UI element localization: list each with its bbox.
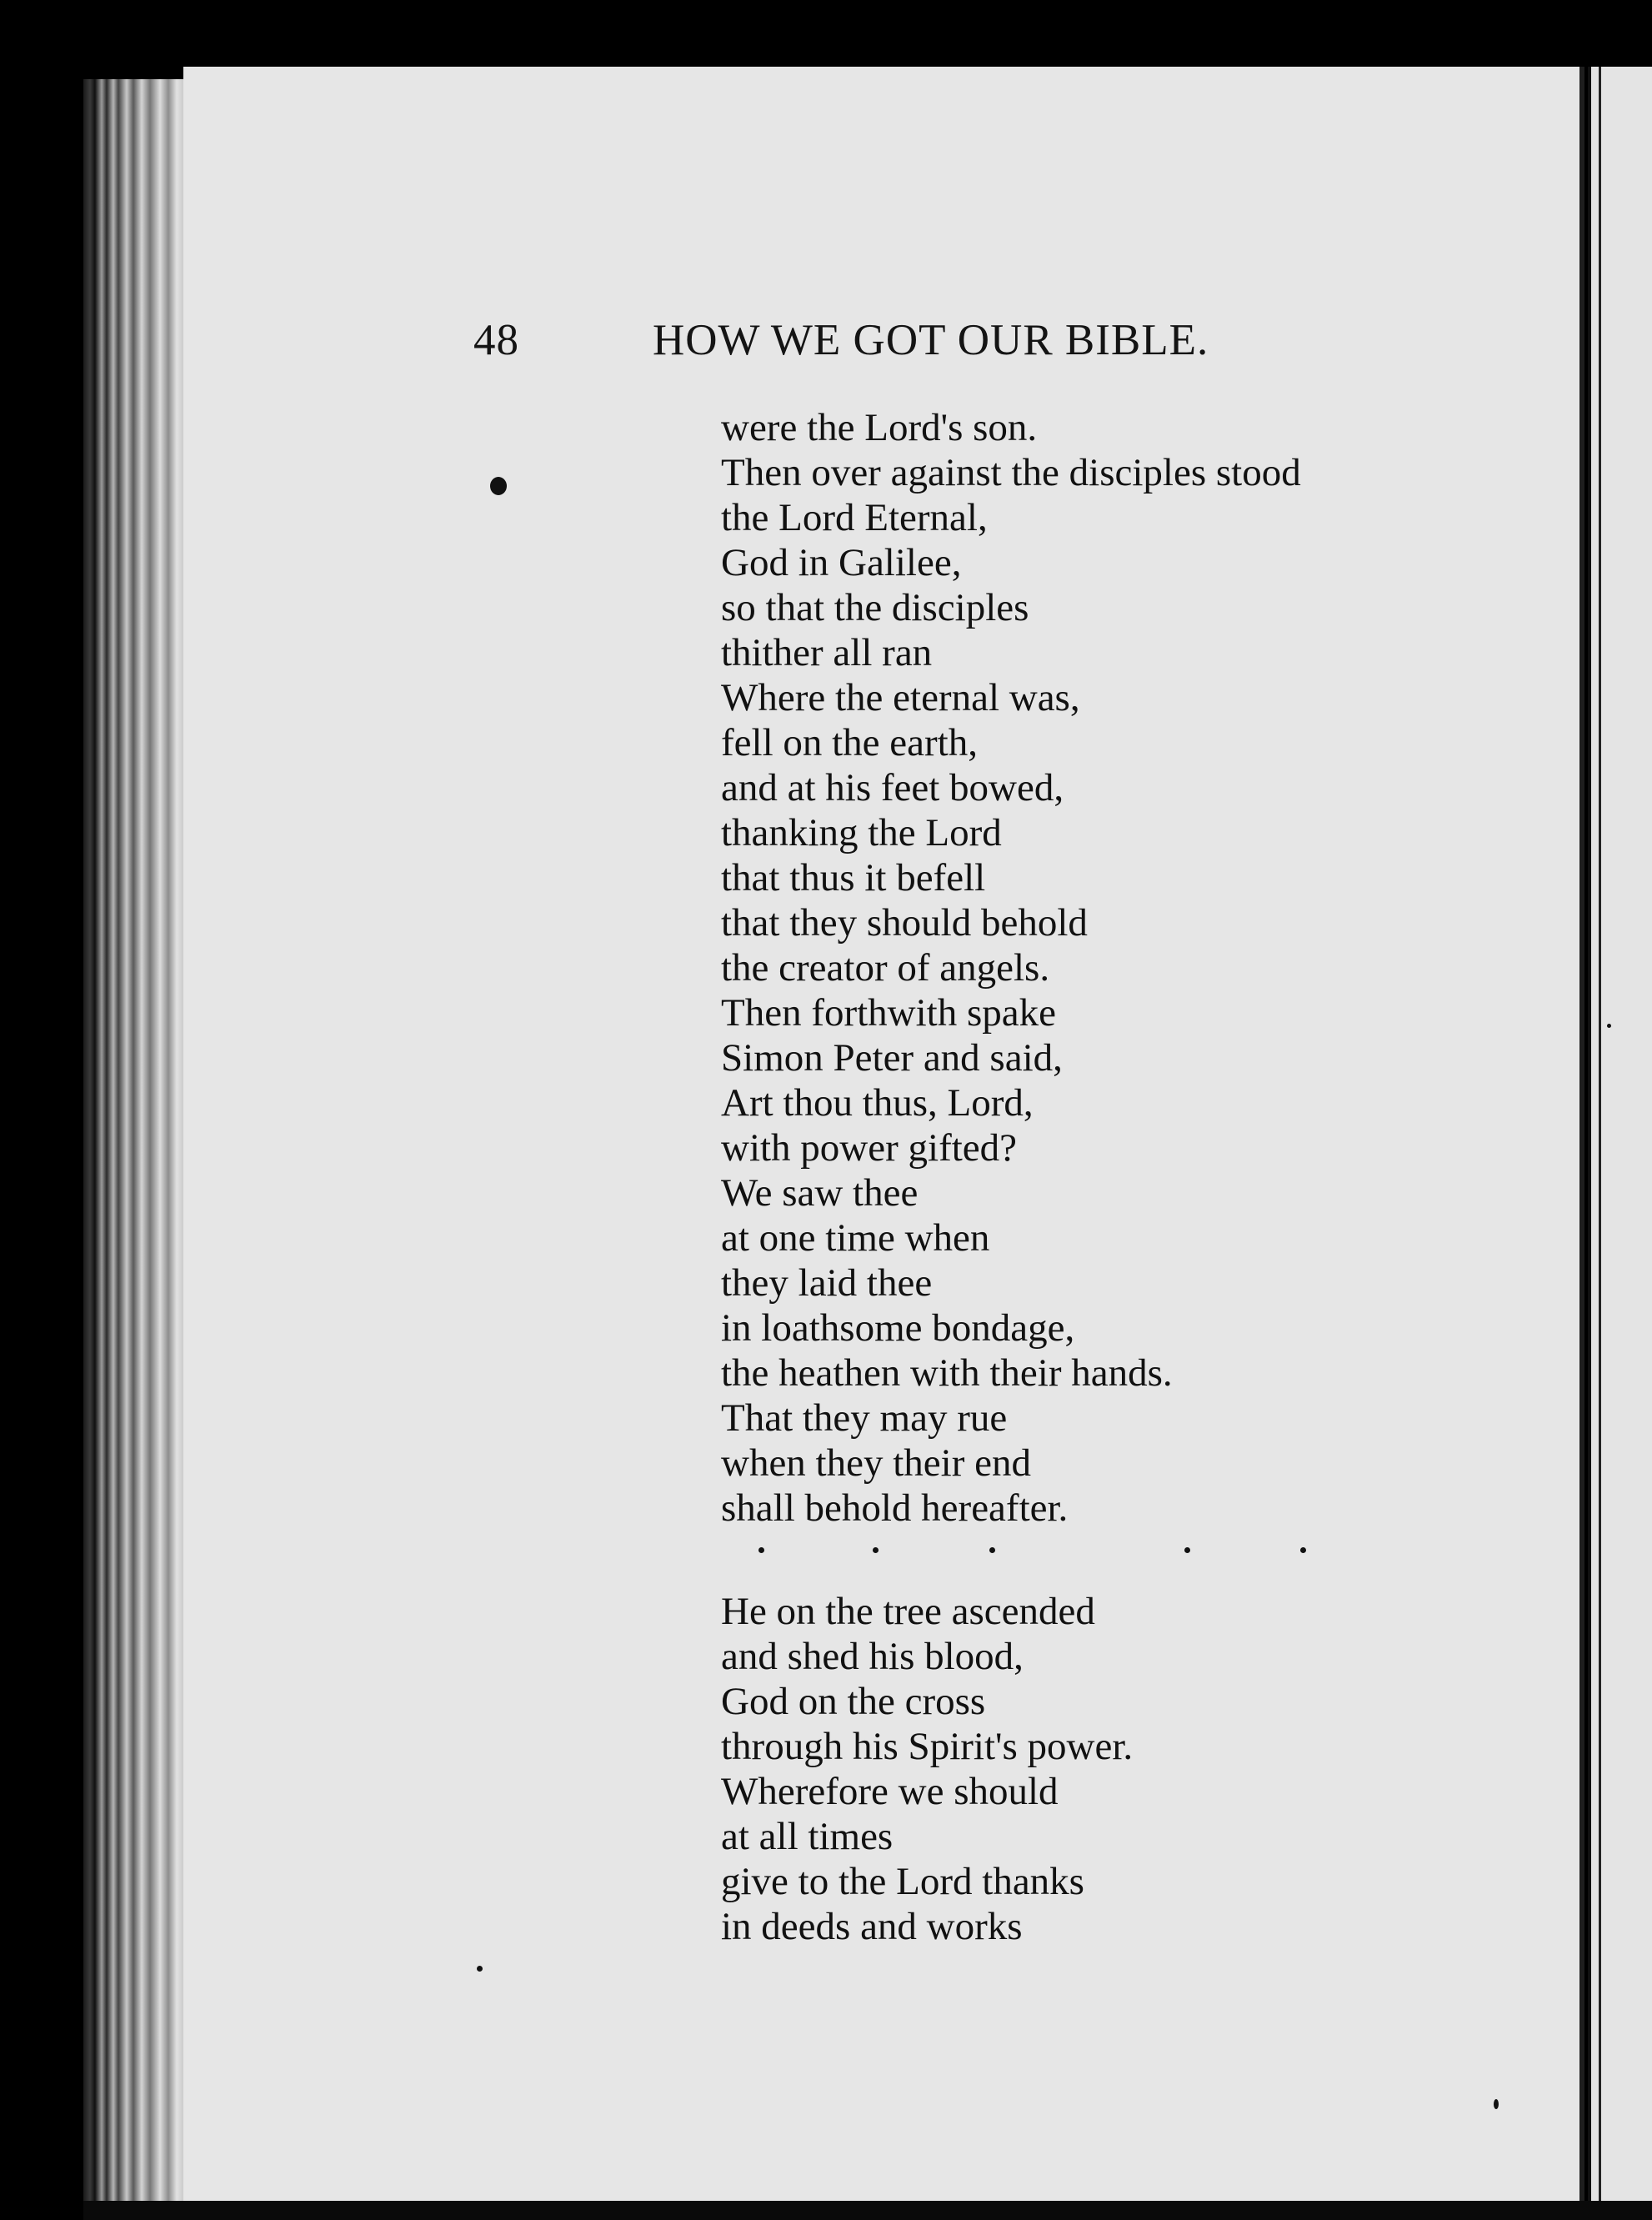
- ink-speck: [1494, 2099, 1499, 2109]
- poem-line: and at his feet bowed,: [721, 766, 1064, 809]
- poem-line: that they should behold: [721, 901, 1088, 945]
- poem-line: at one time when: [721, 1216, 990, 1260]
- stanza-1: [721, 405, 1554, 1531]
- stanza-2: [721, 1589, 1554, 1949]
- ellipsis-separator: [721, 1531, 1554, 1589]
- poem-line: God on the cross: [721, 1680, 986, 1723]
- poem-line: That they may rue: [721, 1396, 1008, 1440]
- poem-line: with power gifted?: [721, 1126, 1018, 1170]
- poem-line: the heathen with their hands.: [721, 1351, 1173, 1395]
- poem-line: in deeds and works: [721, 1905, 1023, 1948]
- poem-line: at all times: [721, 1815, 894, 1858]
- ink-speck: [490, 477, 507, 495]
- bottom-border: [83, 2201, 1652, 2220]
- poem-line: give to the Lord thanks: [721, 1860, 1084, 1903]
- poem-line: Where the eternal was,: [721, 676, 1080, 719]
- ink-speck: [477, 1966, 483, 1972]
- poem-line: they laid thee: [721, 1261, 933, 1305]
- poem-line: God in Galilee,: [721, 541, 962, 584]
- poem-line: Art thou thus, Lord,: [721, 1081, 1034, 1125]
- poem-line: the creator of angels.: [721, 946, 1050, 990]
- separator-dot: [1300, 1547, 1306, 1553]
- separator-dot: [758, 1547, 764, 1553]
- separator-dot: [873, 1547, 879, 1553]
- ink-speck: [1607, 1024, 1611, 1028]
- right-page-edge: [1588, 67, 1652, 2213]
- running-title: HOW WE GOT OUR BIBLE.: [653, 316, 1209, 364]
- poem-line: Then forthwith spake: [721, 991, 1057, 1035]
- separator-dot: [1184, 1547, 1190, 1553]
- poem-line: Then over against the disciples stood: [721, 451, 1301, 494]
- poem-line: thither all ran: [721, 631, 933, 674]
- poem-line: through his Spirit's power.: [721, 1725, 1134, 1768]
- poem-line: in loathsome bondage,: [721, 1306, 1075, 1350]
- poem-line: were the Lord's son.: [721, 406, 1038, 449]
- poem-line: when they their end: [721, 1441, 1031, 1485]
- poem-line: thanking the Lord: [721, 811, 1002, 854]
- poem-text: [721, 405, 1554, 1949]
- poem-line: Wherefore we should: [721, 1770, 1059, 1813]
- poem-line: so that the disciples: [721, 586, 1029, 629]
- gutter: [1599, 67, 1601, 2213]
- poem-line: the Lord Eternal,: [721, 496, 988, 539]
- poem-line: fell on the earth,: [721, 721, 978, 764]
- poem-line: and shed his blood,: [721, 1635, 1024, 1678]
- poem-line: We saw thee: [721, 1171, 919, 1215]
- poem-line: that thus it befell: [721, 856, 986, 900]
- book-edge: [83, 79, 188, 2213]
- separator-dot: [989, 1547, 995, 1553]
- poem-line: Simon Peter and said,: [721, 1036, 1063, 1080]
- poem-line: shall behold hereafter.: [721, 1486, 1069, 1530]
- page-header: [473, 315, 1307, 373]
- poem-line: He on the tree ascended: [721, 1590, 1095, 1633]
- page-number: 48: [473, 316, 519, 364]
